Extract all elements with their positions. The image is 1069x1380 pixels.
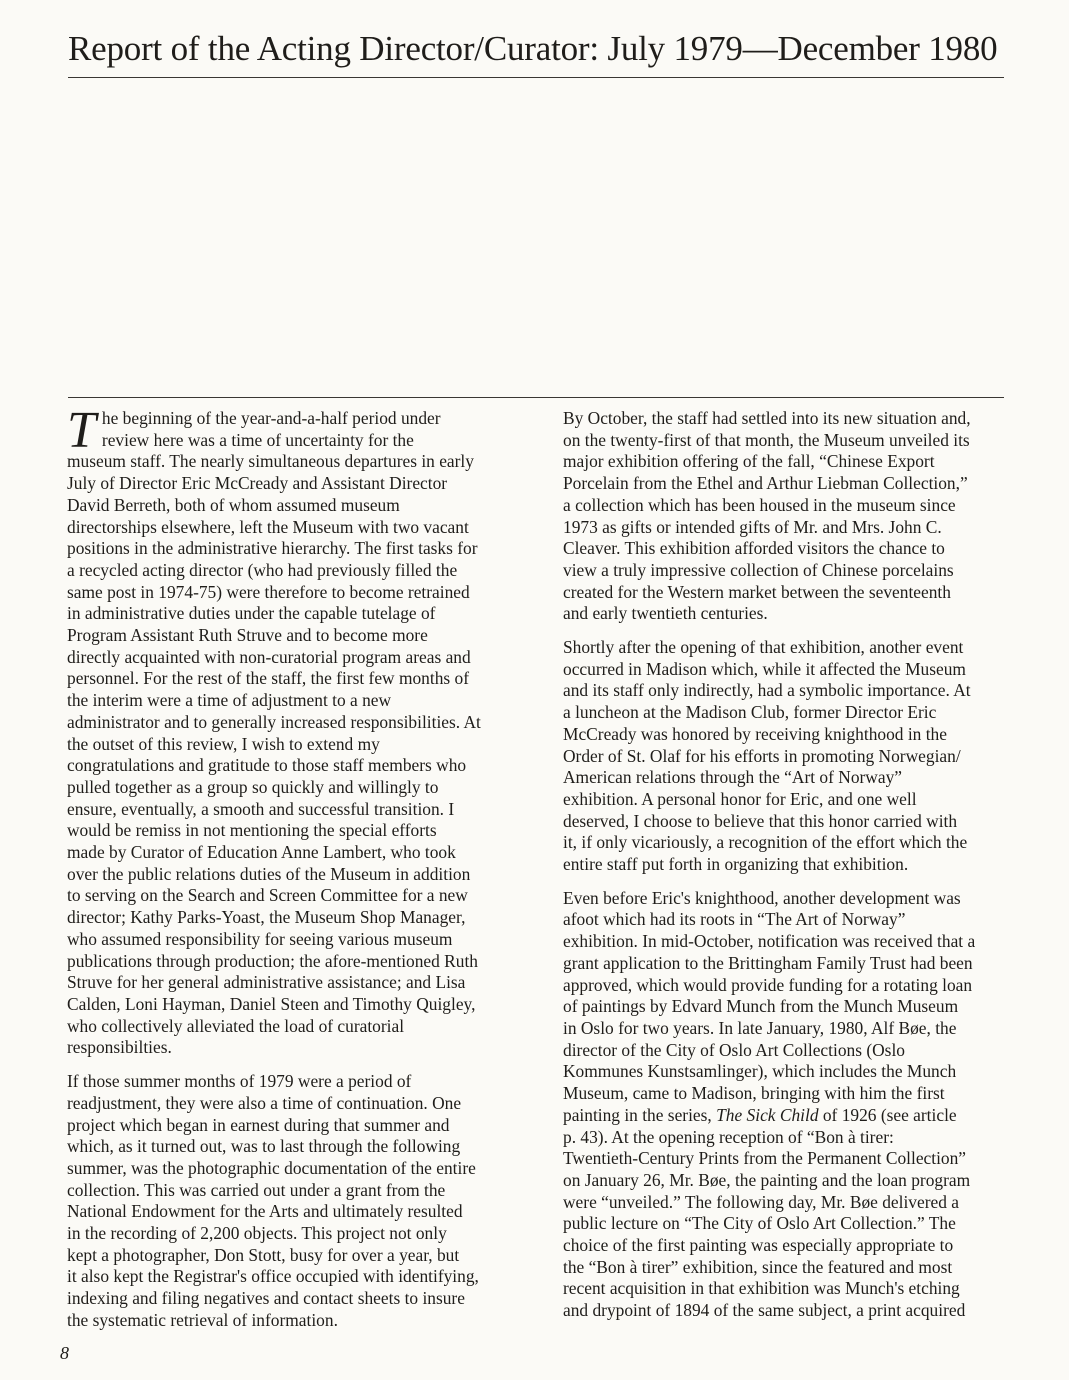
header-rule [68, 77, 1004, 78]
section-rule [68, 397, 1004, 398]
munch-text-part2: of 1926 (see article p. 43). At the opening reception of “Bon à tirer: Twentieth-Century Prints from the Permanent Collection” on January 26, Mr. Bøe, the painting and the loan program were “unveiled.” The following day, Mr. Bøe delivered a public lecture on “The City of Oslo Art Collection.” The choice of the first painting was especially appropriate to the “Bon à tirer” exhibition, since the featured and most recent acquisition in that exhibition was Munch's etching and drypoint of 1894 of the same subject, a print acquired [563, 1104, 971, 1321]
paragraph-photo-project: If those summer months of 1979 were a period of readjustment, they were also a time of continuation. One project which began in earnest during that summer and which, as it turned out, was to last through the following summer, was the photographic documentation of the entire collection. This was carried out under a grant from the National Endowment for the Arts and ultimately resulted in the recording of 2,200 objects. This project not only kept a photographer, Don Stott, busy for over a year, but it also kept the Registrar's office occupied with identifying, indexing and filing negatives and contact sheets to insure the systematic retrieval of information. [67, 1071, 479, 1330]
drop-cap: T [67, 402, 96, 459]
paragraph-intro-text: he beginning of the year-and-a-half period under review here was a time of uncertainty for the museum staff. The nearly simultaneous departures in early July of Director Eric McCready and Assistant Director David Berreth, both of whom assumed museum directorships elsewhere, left the Museum with two vacant positions in the administrative hierarchy. The first tasks for a recycled acting director (who had previously filled the same post in 1974-75) were therefore to become retrained in administrative duties under the capable tutelage of Program Assistant Ruth Struve and to become more directly acquainted with non-curatorial program areas and personnel. For the rest of the staff, the first few months of the interim were a time of adjustment to a new administrator and to generally increased responsibilities. At the outset of this review, I wish to extend my congratulations and gratitude to those staff members who pulled together as a group so quickly and willingly to ensure, eventually, a smooth and successful transition. I would be remiss in not mentioning the special efforts made by Curator of Education Anne Lambert, who took over the public relations duties of the Museum in addition to serving on the Search and Screen Committee for a new director; Kathy Parks-Yoast, the Museum Shop Manager, who assumed responsibility for seeing various museum publications through production; the afore-mentioned Ruth Struve for her general administrative assistance; and Lisa Calden, Loni Hayman, Daniel Steen and Timothy Quigley, who collectively alleviated the load of curatorial responsibilties. [67, 408, 481, 1058]
paragraph-knighthood: Shortly after the opening of that exhibition, another event occurred in Madison which, while it affected the Museum and its staff only indirectly, had a symbolic importance. At a luncheon at the Madison Club, former Director Eric McCready was honored by receiving knighthood in the Order of St. Olaf for his efforts in promoting Norwegian/ American relations through the “Art of Norway” exhibition. A personal honor for Eric, and one well deserved, I choose to believe that this honor carried with it, if only vicariously, a recognition of the effort which the entire staff put forth in organizing that exhibition. [563, 637, 971, 875]
paragraph-munch-loan [563, 888, 1009, 1322]
right-column [563, 408, 1009, 1334]
paragraph-chinese-porcelain: By October, the staff had settled into its new situation and, on the twenty-first of that month, the Museum unveiled its major exhibition offering of the fall, “Chinese Export Porcelain from the Ethel and Arthur Liebman Collection,” a collection which has been housed in the museum since 1973 as gifts or intended gifts of Mr. and Mrs. John C. Cleaver. This exhibition afforded visitors the chance to view a truly impressive collection of Chinese porcelains created for the Western market between the seventeenth and early twentieth centuries. [563, 408, 971, 624]
left-column [67, 402, 513, 1344]
artwork-title: The Sick Child [716, 1104, 819, 1125]
page-number: 8 [60, 1343, 69, 1363]
page-title: Report of the Acting Director/Curator: July 1979—December 1980 [68, 29, 998, 68]
paragraph-intro [67, 402, 513, 1059]
munch-text-part1: Even before Eric's knighthood, another development was afoot which had its roots in “The Art of Norway” exhibition. In mid-October, notification was received that a grant application to the Brittingham Family Trust had been approved, which would provide funding for a rotating loan of paintings by Edvard Munch from the Munch Museum in Oslo for two years. In late January, 1980, Alf Bøe, the director of the City of Oslo Art Collections (Oslo Kommunes Kunstsamlinger), which includes the Munch Museum, came to Madison, bringing with him the first painting in the series, [563, 887, 976, 1125]
